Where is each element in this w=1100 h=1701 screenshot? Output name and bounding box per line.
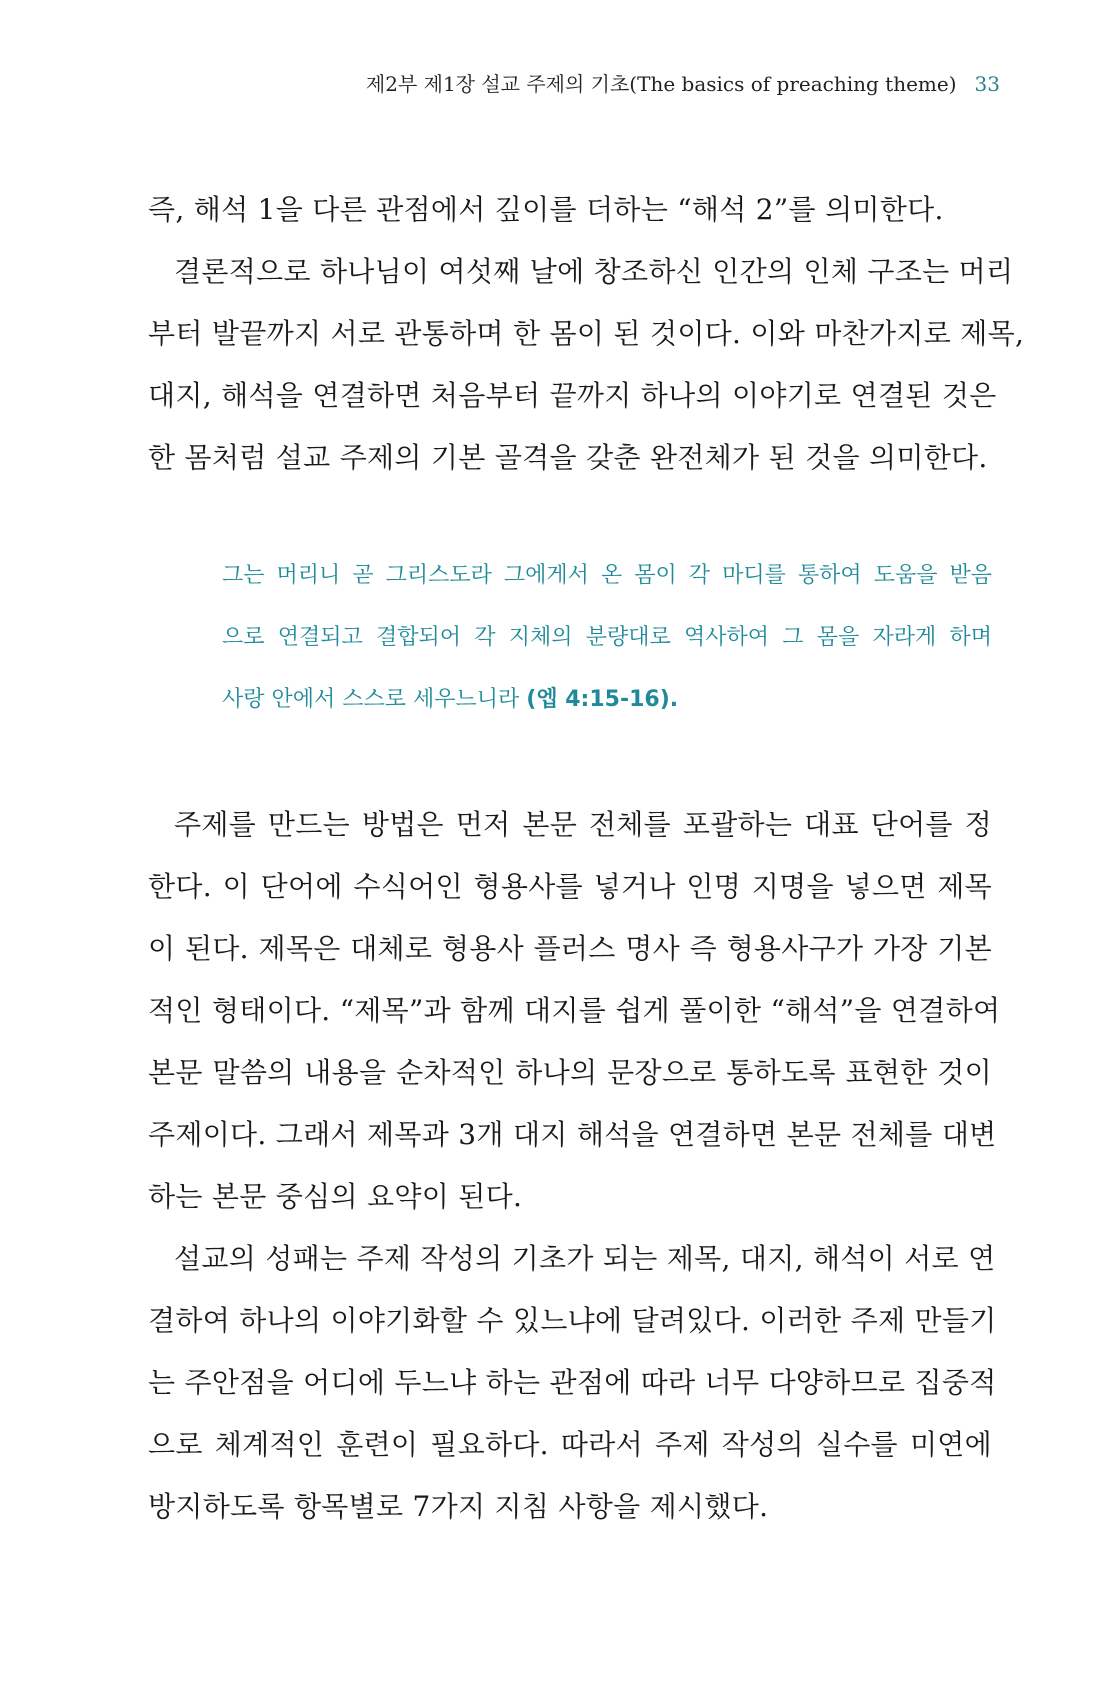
paragraph-line: 결하여 하나의 이야기화할 수 있느냐에 달려있다. 이러한 주제 만들기 — [148, 1304, 997, 1337]
quote-line: 으로 연결되고 결합되어 각 지체의 분량대로 역사하여 그 몸을 자라게 하며 — [222, 625, 992, 650]
paragraph-line: 한다. 이 단어에 수식어인 형용사를 넣거나 인명 지명을 넣으면 제목 — [148, 870, 992, 903]
scripture-reference: (엡 4:15-16). — [526, 687, 679, 712]
paragraph-line: 한 몸처럼 설교 주제의 기본 골격을 갖춘 완전체가 된 것을 의미한다. — [148, 441, 988, 474]
paragraph-line: 하는 본문 중심의 요약이 된다. — [148, 1180, 523, 1213]
paragraph-line: 설교의 성패는 주제 작성의 기초가 되는 제목, 대지, 해석이 서로 연 — [174, 1242, 996, 1275]
paragraph-line: 본문 말씀의 내용을 순차적인 하나의 문장으로 통하도록 표현한 것이 — [148, 1056, 992, 1089]
paragraph-line: 방지하도록 항목별로 7가지 지침 사항을 제시했다. — [148, 1490, 769, 1523]
paragraph-line: 즉, 해석 1을 다른 관점에서 깊이를 더하는 “해석 2”를 의미한다. — [148, 193, 944, 226]
quote-text: 사랑 안에서 스스로 세우느니라 — [222, 687, 520, 712]
paragraph-line: 결론적으로 하나님이 여섯째 날에 창조하신 인간의 인체 구조는 머리 — [174, 255, 1014, 288]
paragraph-line: 주제이다. 그래서 제목과 3개 대지 해석을 연결하면 본문 전체를 대변 — [148, 1118, 997, 1151]
paragraph-line: 이 된다. 제목은 대체로 형용사 플러스 명사 즉 형용사구가 가장 기본 — [148, 932, 992, 965]
paragraph-line: 부터 발끝까지 서로 관통하며 한 몸이 된 것이다. 이와 마찬가지로 제목, — [148, 317, 1025, 350]
paragraph-line: 주제를 만드는 방법은 먼저 본문 전체를 포괄하는 대표 단어를 정 — [174, 808, 992, 841]
paragraph-line: 대지, 해석을 연결하면 처음부터 끝까지 하나의 이야기로 연결된 것은 — [148, 379, 997, 412]
running-header — [366, 68, 1000, 97]
paragraph-line: 적인 형태이다. “제목”과 함께 대지를 쉽게 풀이한 “해석”을 연결하여 — [148, 994, 1001, 1027]
quote-line-last — [222, 684, 992, 716]
page-number: 33 — [974, 72, 1000, 96]
paragraph-line: 으로 체계적인 훈련이 필요하다. 따라서 주제 작성의 실수를 미연에 — [148, 1428, 992, 1461]
paragraph-line: 는 주안점을 어디에 두느냐 하는 관점에 따라 너무 다양하므로 집중적 — [148, 1366, 997, 1399]
quote-line: 그는 머리니 곧 그리스도라 그에게서 온 몸이 각 마디를 통하여 도움을 받음 — [222, 563, 992, 588]
chapter-title: 제2부 제1장 설교 주제의 기초(The basics of preaching theme) — [365, 72, 957, 96]
